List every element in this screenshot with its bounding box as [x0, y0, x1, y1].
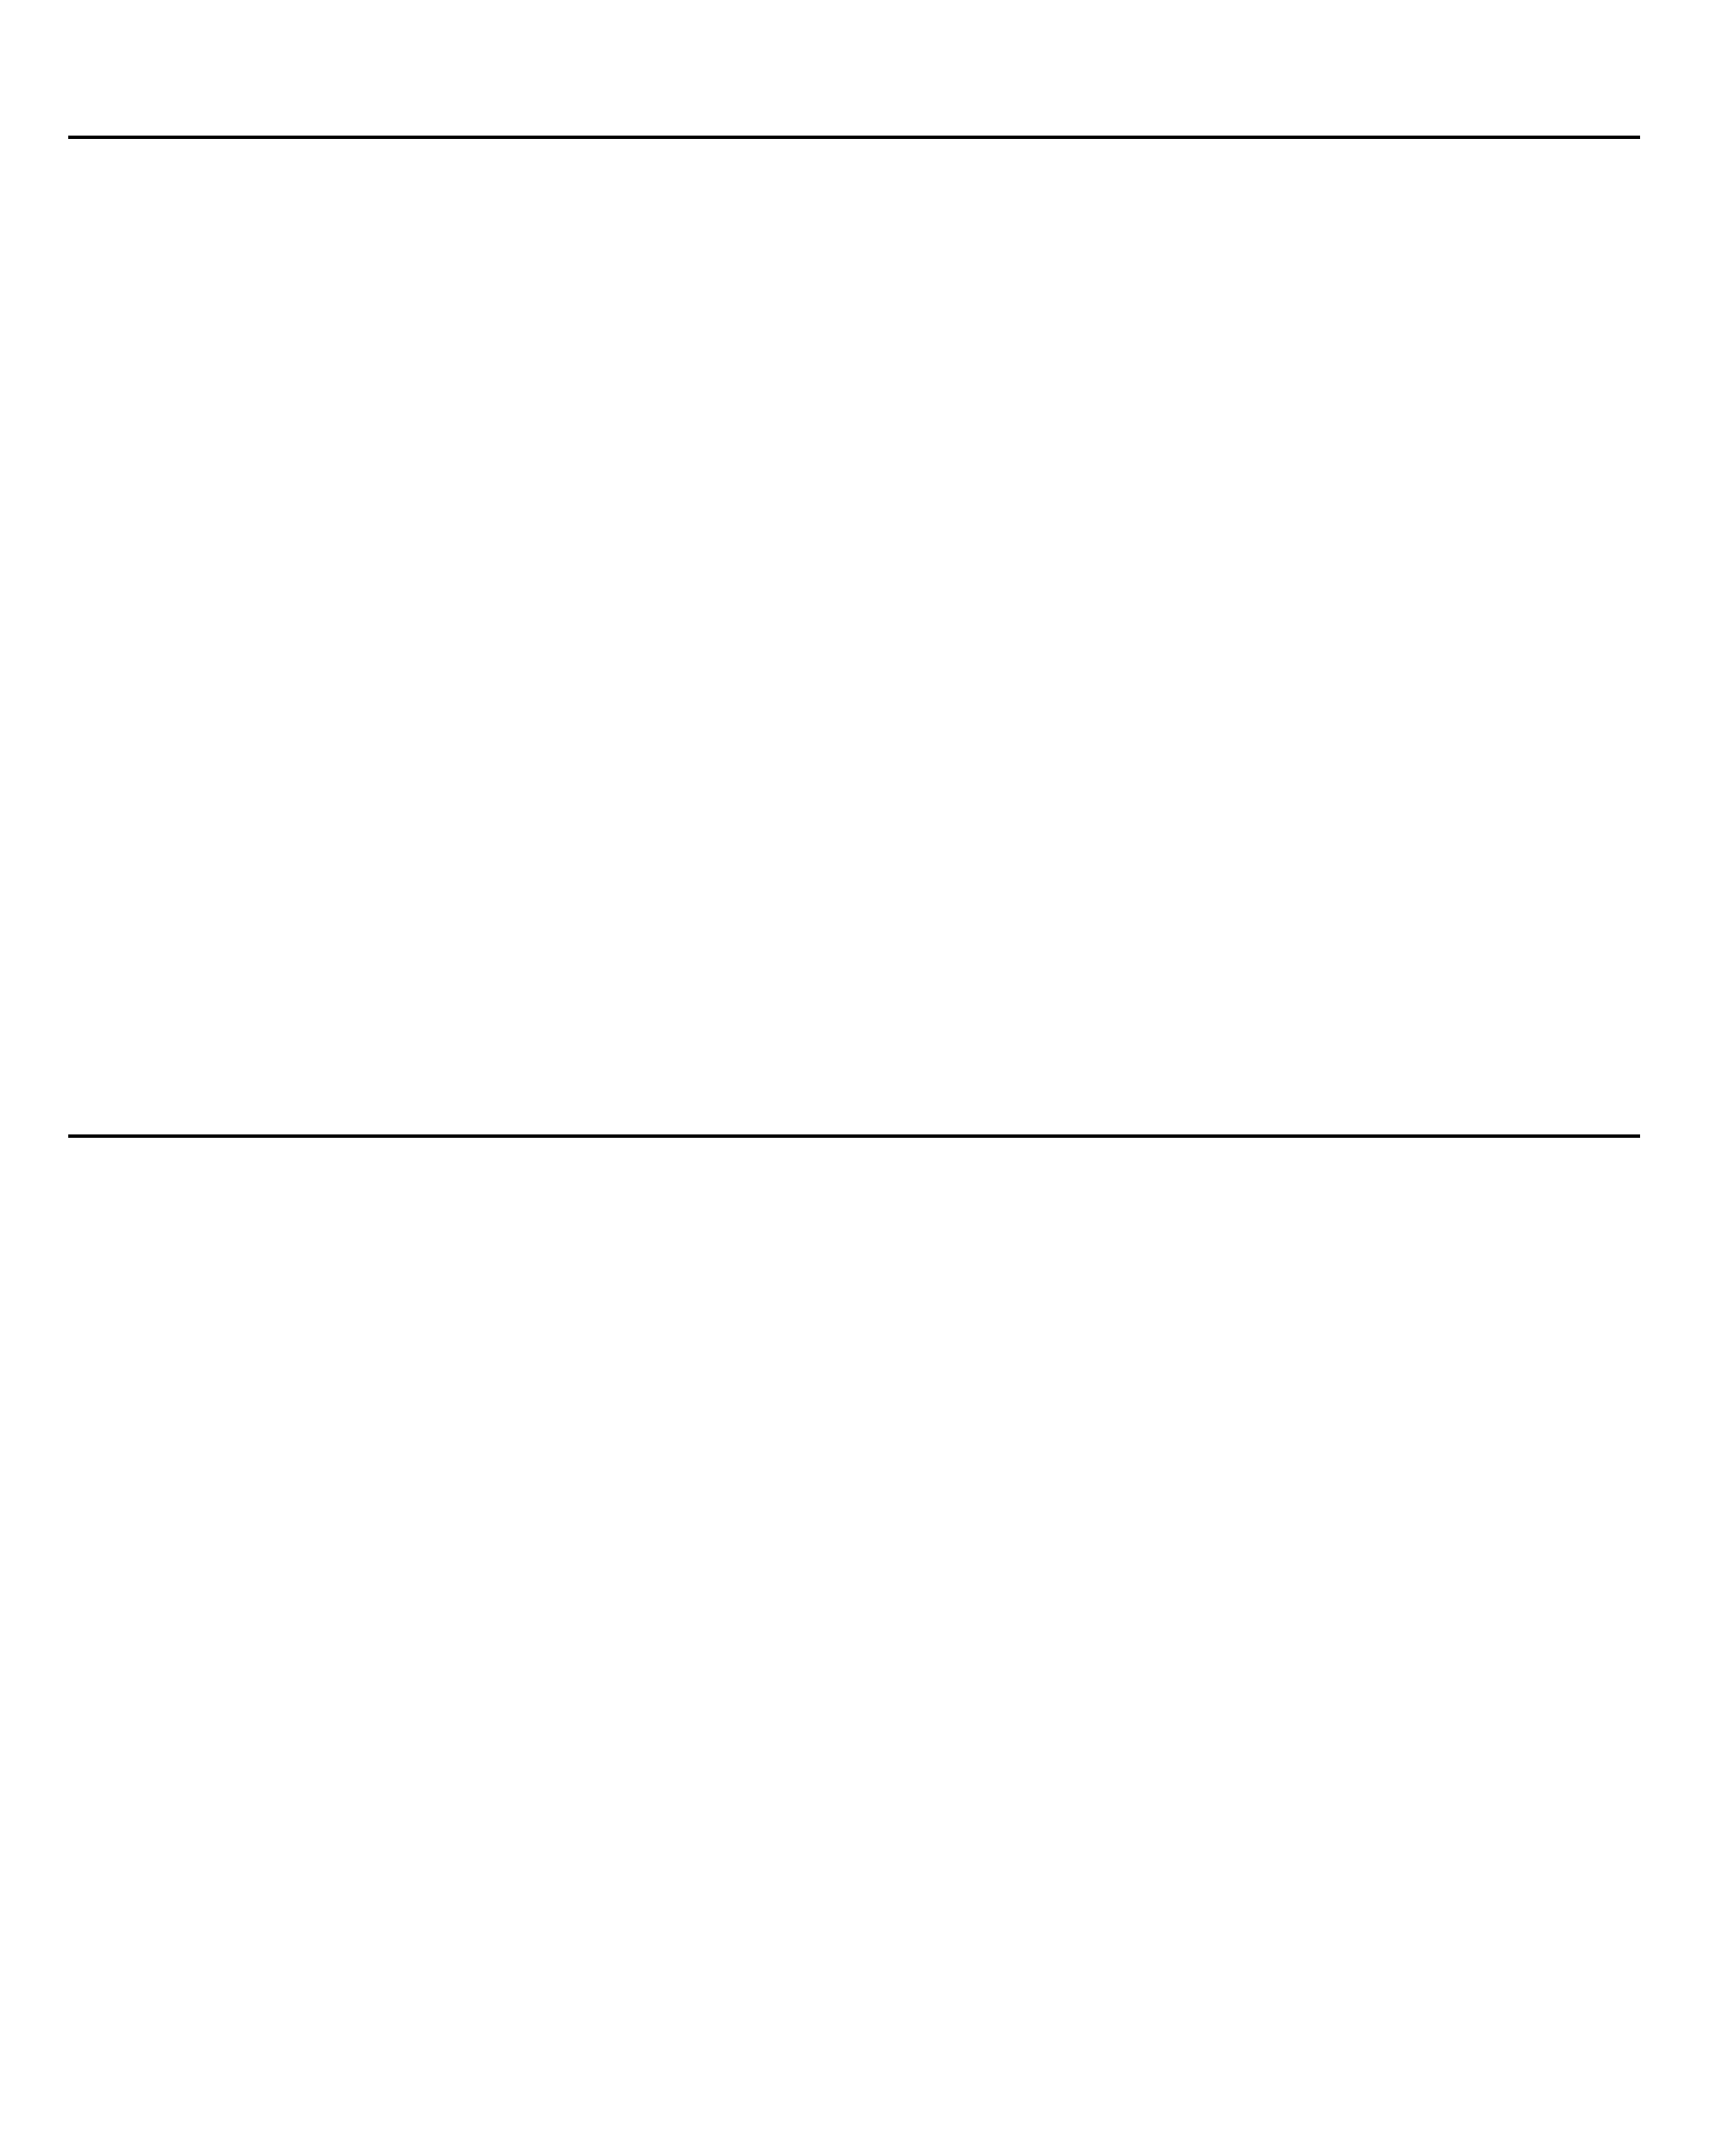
calendar-block-jul-dec	[68, 1134, 1640, 1138]
months-grid-second-half	[68, 1134, 1640, 1138]
months-grid-first-half	[68, 136, 1640, 139]
footer-credits	[72, 2089, 89, 2109]
calendar-block-jan-jun	[68, 136, 1640, 139]
